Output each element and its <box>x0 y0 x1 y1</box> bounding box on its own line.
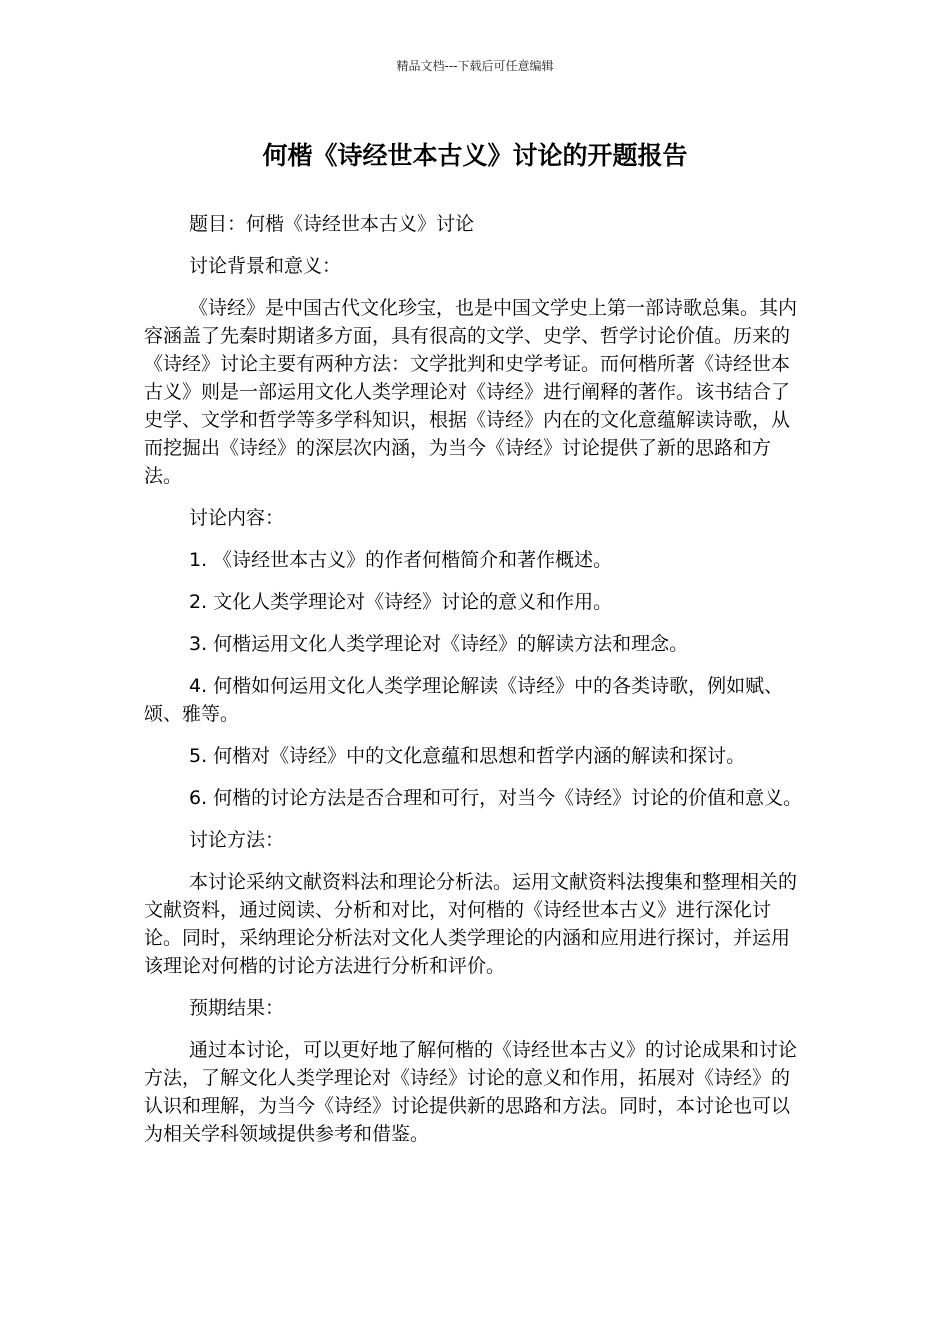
content-item-6: 6. 何楷的讨论方法是否合理和可行，对当今《诗经》讨论的价值和意义。 <box>189 787 803 809</box>
content-item-3: 3. 何楷运用文化人类学理论对《诗经》的解读方法和理念。 <box>189 633 689 655</box>
section-heading-results: 预期结果： <box>189 997 285 1019</box>
page-header: 精品文档---下载后可任意编辑 <box>396 59 554 73</box>
content-item-5: 5. 何楷对《诗经》中的文化意蕴和思想和哲学内涵的解读和探讨。 <box>189 745 746 767</box>
document-body <box>144 210 806 1162</box>
content-item-1: 1. 《诗经世本古义》的作者何楷简介和著作概述。 <box>189 549 613 571</box>
content-item-2: 2. 文化人类学理论对《诗经》讨论的意义和作用。 <box>189 591 613 613</box>
content-item-4: 4. 何楷如何运用文化人类学理论解读《诗经》中的各类诗歌，例如赋、颂、雅等。 <box>144 675 784 725</box>
topic-line: 题目：何楷《诗经世本古义》讨论 <box>189 213 475 235</box>
method-paragraph: 本讨论采纳文献资料法和理论分析法。运用文献资料法搜集和整理相关的文献资料，通过阅读、分析和对比，对何楷的《诗经世本古义》进行深化讨论。同时，采纳理论分析法对文化人类学理论的内涵和应用进行探讨，并运用该理论对何楷的讨论方法进行分析和评价。 <box>144 871 798 977</box>
section-heading-method: 讨论方法： <box>189 829 285 851</box>
background-paragraph: 《诗经》是中国古代文化珍宝，也是中国文学史上第一部诗歌总集。其内容涵盖了先秦时期诸多方面，具有很高的文学、史学、哲学讨论价值。历来的《诗经》讨论主要有两种方法：文学批判和史学考证。而何楷所著《诗经世本古义》则是一部运用文化人类学理论对《诗经》进行阐释的著作。该书结合了史学、文学和哲学等多学科知识，根据《诗经》内在的文化意蕴解读诗歌，从而挖掘出《诗经》的深层次内涵，为当今《诗经》讨论提供了新的思路和方法。 <box>144 297 798 487</box>
section-heading-content: 讨论内容： <box>189 507 285 529</box>
section-heading-background: 讨论背景和意义： <box>189 255 342 277</box>
results-paragraph: 通过本讨论，可以更好地了解何楷的《诗经世本古义》的讨论成果和讨论方法，了解文化人类学理论对《诗经》讨论的意义和作用，拓展对《诗经》的认识和理解，为当今《诗经》讨论提供新的思路和方法。同时，本讨论也可以为相关学科领域提供参考和借鉴。 <box>144 1039 798 1145</box>
document-title: 何楷《诗经世本古义》讨论的开题报告 <box>262 141 688 170</box>
